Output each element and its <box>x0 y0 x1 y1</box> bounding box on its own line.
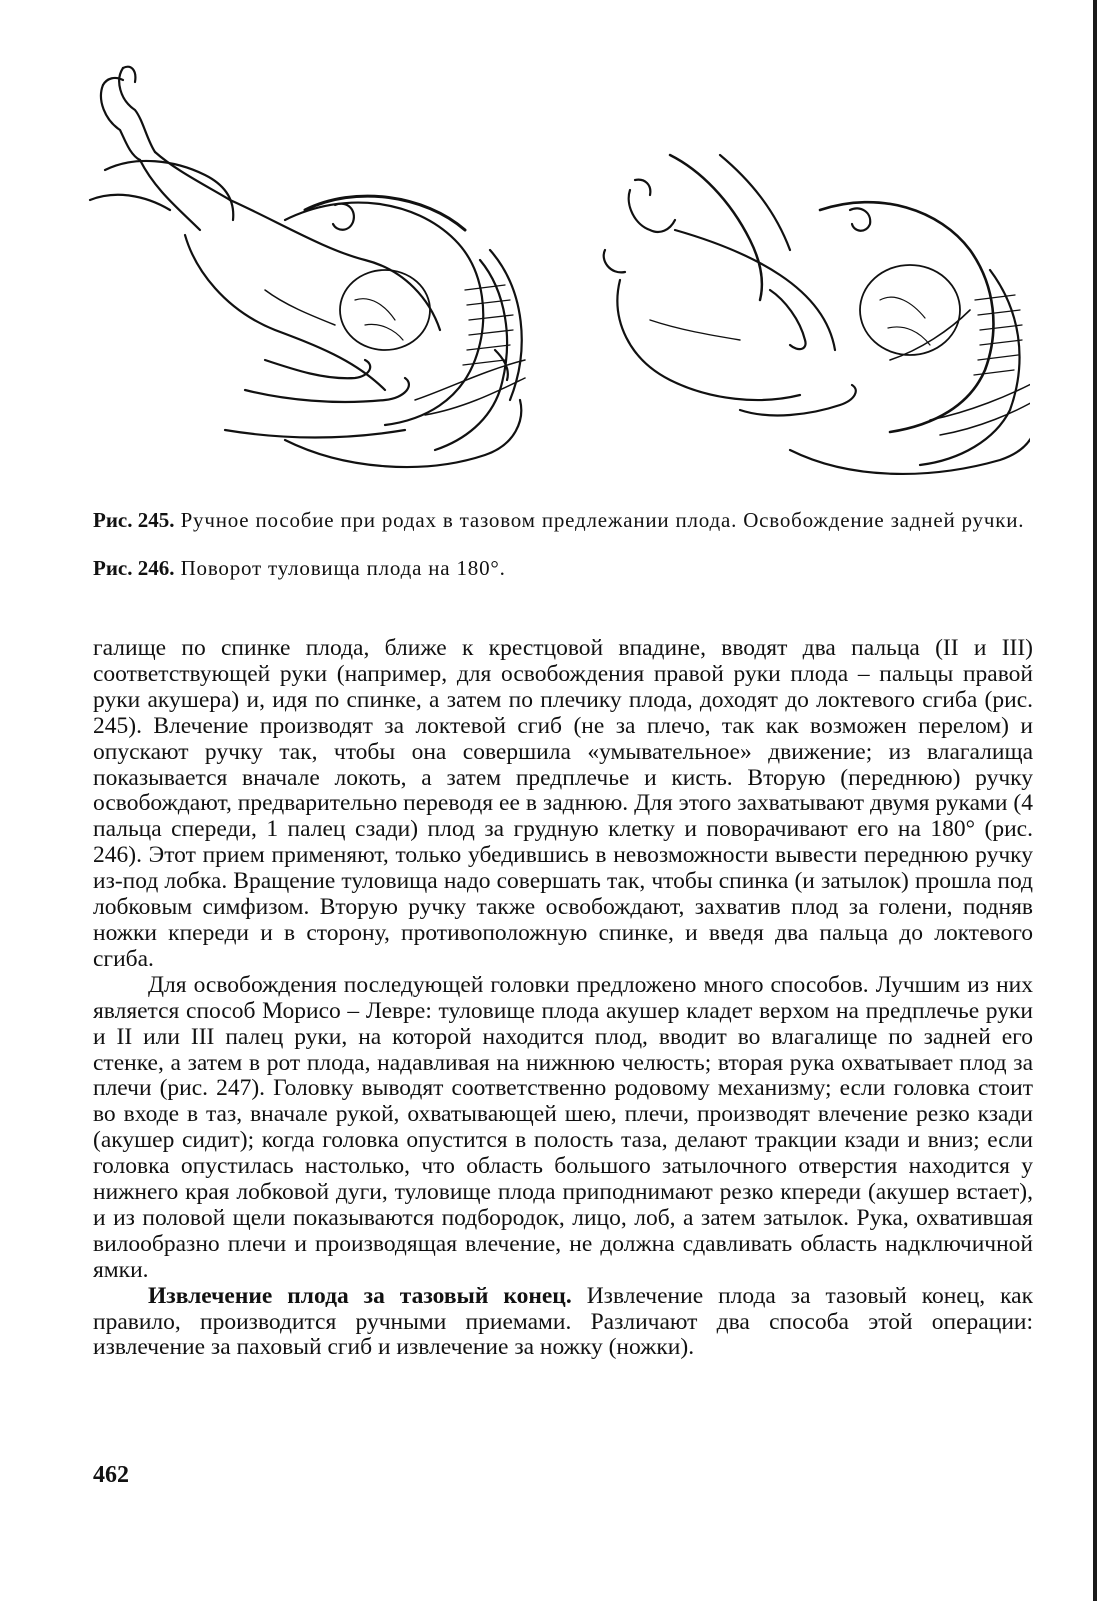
figures-245-246 <box>85 60 1030 490</box>
main-text <box>93 636 1033 1361</box>
page-number: 462 <box>93 1462 129 1488</box>
caption-figure-246 <box>93 556 1033 580</box>
section-heading-inline: Извлечение плода за тазовый конец. <box>148 1282 572 1309</box>
paragraph-1: галище по спинке плода, ближе к крестцовой впадине, вводят два пальца (II и III) соответствующей руки (например, для освобождения правой руки плода – пальцы правой руки акушера) и, идя по спинке, а затем по плечику плода, доходят до локтевого сгиба (рис. 245). Влечение производят за локтевой сгиб (не за плечо, так как возможен перелом) и опускают ручку так, чтобы она совершила «умывательное» движение; из влагалища показывается вначале локоть, а затем предплечье и кисть. Вторую (переднюю) ручку освобождают, предварительно переводя ее в заднюю. Для этого захватывают двумя руками (4 пальца спереди, 1 палец сзади) плод за грудную клетку и поворачивают его на 180° (рис. 246). Этот прием применяют, только убедившись в невозможности вывести переднюю ручку из-под лобка. Вращение туловища надо совершать так, чтобы спинка (и затылок) прошла под лобковым симфизом. Вторую ручку также освобождают, захватив плод за голени, подняв ножки кпереди и в сторону, противоположную спинке, и введя два пальца до локтевого сгиба. <box>93 635 1033 972</box>
paragraph-3 <box>93 1284 1033 1362</box>
page-edge-border <box>1093 0 1097 1601</box>
caption-text-246: Поворот туловища плода на 180°. <box>180 556 506 580</box>
figure-246-illustration <box>604 155 1030 474</box>
paragraph-3-text: Извлечение плода за тазовый конец, как правило, производится ручными приемами. Различают два способа этой операции: извлечение за паховый сгиб и извлечение за ножку (ножки). <box>93 1282 1034 1361</box>
paragraph-2: Для освобождения последующей головки предложено много способов. Лучшим из них является способ Морисо – Левре: туловище плода акушер кладет верхом на предплечье руки и II или III палец руки, на которой находится плод, вводит во влагалище по задней его стенке, а затем в рот плода, надавливая на нижнюю челюсть; вторая рука охватывает плод за плечи (рис. 247). Головку выводят соответственно родовому механизму; если головка стоит во входе в таз, вначале рукой, охватывающей шею, плечи, производят влечение резко кзади (акушер сидит); когда головка опустится в полость таза, делают тракции кзади и вниз; если головка опустилась настолько, что область большого затылочного отверстия находится у нижнего края лобковой дуги, туловище плода приподнимают резко кпереди (акушер встает), и из половой щели показываются подбородок, лицо, лоб, а затем затылок. Рука, охватившая вилообразно плечи и производящая влечение, не должна сдавливать область надключичной ямки. <box>93 971 1033 1283</box>
caption-label-246: Рис. 246. <box>93 556 175 580</box>
caption-figure-245 <box>93 508 1033 532</box>
figure-captions <box>93 508 1033 604</box>
caption-label-245: Рис. 245. <box>93 508 175 532</box>
caption-text-245: Ручное пособие при родах в тазовом предлежании плода. Освобождение задней ручки. <box>180 508 1025 532</box>
figure-245-illustration <box>90 67 525 467</box>
